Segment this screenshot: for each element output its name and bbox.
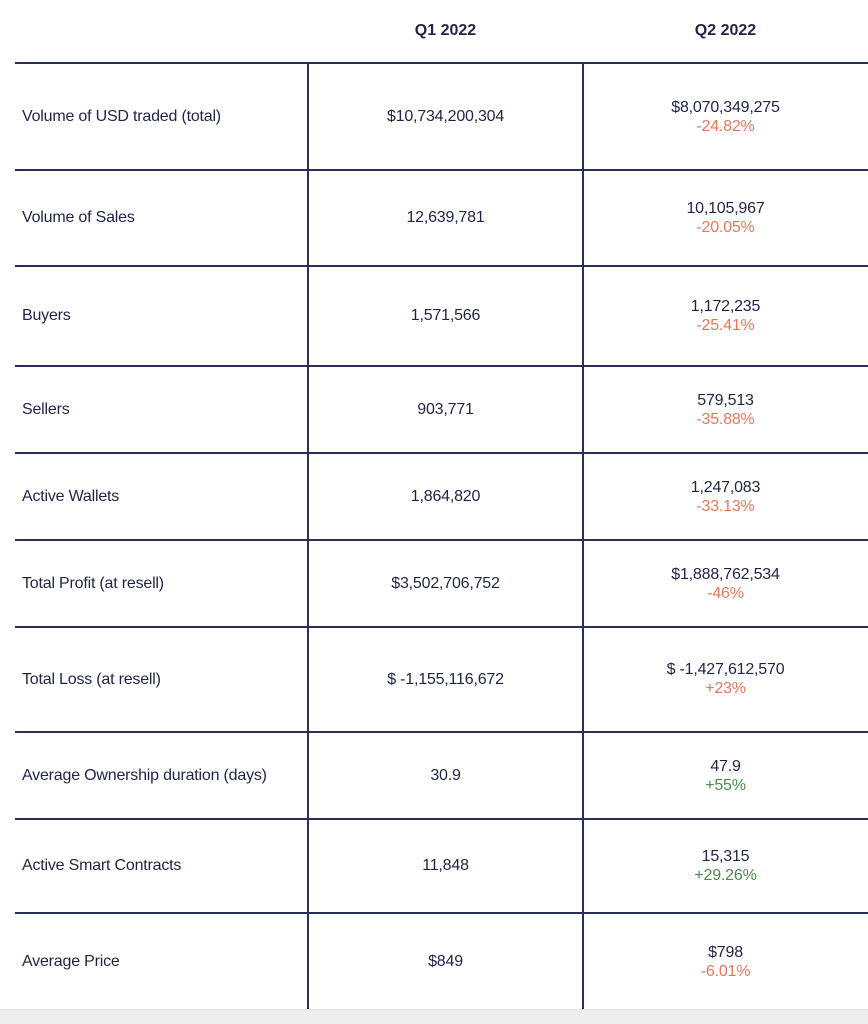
change-value: -6.01% [700, 963, 751, 980]
change-value: -20.05% [696, 219, 755, 236]
q2-cell [583, 733, 868, 818]
q1-value: 30.9 [430, 766, 461, 784]
row-label: Total Profit (at resell) [22, 574, 164, 592]
change-value: -24.82% [696, 117, 755, 135]
q1-value: $10,734,200,304 [386, 107, 505, 125]
header-q1: Q1 2022 [414, 22, 477, 39]
q1-value: 11,848 [422, 857, 469, 874]
q2-cell [583, 267, 868, 365]
q1-value: $3,502,706,752 [391, 574, 500, 592]
q2-value: $8,070,349,275 [671, 98, 780, 116]
q2-cell [583, 541, 868, 626]
q2-value: $798 [708, 944, 743, 961]
row-label: Average Price [22, 953, 120, 970]
row-label: Volume of USD traded (total) [22, 107, 221, 125]
table-row [0, 820, 868, 912]
header-q2: Q2 2022 [694, 22, 757, 39]
change-value: -33.13% [696, 497, 755, 515]
row-label: Sellers [22, 400, 70, 418]
change-value: +29.26% [694, 867, 757, 884]
bottom-edge [0, 1009, 868, 1024]
q1-value: $ -1,155,116,672 [387, 670, 504, 688]
q1-value: $849 [428, 953, 463, 970]
row-label: Total Loss (at resell) [22, 670, 161, 688]
q2-value: 10,105,967 [686, 200, 765, 217]
row-label: Active Wallets [22, 487, 120, 505]
row-label: Average Ownership duration (days) [22, 766, 267, 784]
q2-value: 579,513 [697, 391, 754, 409]
q2-cell [583, 367, 868, 452]
q2-value: 15,315 [701, 848, 750, 865]
table-row [0, 541, 868, 626]
table-row [0, 367, 868, 452]
change-value: -25.41% [696, 317, 755, 334]
table-row [0, 454, 868, 539]
q2-cell [583, 628, 868, 731]
table-row [0, 171, 868, 265]
q2-value: $ -1,427,612,570 [666, 661, 785, 678]
q2-cell [583, 914, 868, 1010]
table-row [0, 267, 868, 365]
q2-value: 47.9 [710, 757, 741, 775]
q1-value: 903,771 [417, 400, 474, 418]
table-row [0, 628, 868, 731]
row-label: Active Smart Contracts [22, 857, 182, 874]
table-row [0, 64, 868, 169]
row-label: Buyers [22, 307, 71, 324]
table-row [0, 914, 868, 1010]
q1-value: 1,864,820 [410, 487, 481, 505]
table-row [0, 733, 868, 818]
q2-cell [583, 171, 868, 265]
q1-value: 12,639,781 [406, 209, 485, 226]
change-value: +55% [705, 776, 746, 794]
q2-value: 1,172,235 [690, 298, 761, 315]
change-value: -46% [707, 584, 744, 602]
q2-cell [583, 820, 868, 912]
q2-cell [583, 454, 868, 539]
change-value: +23% [705, 680, 746, 697]
row-label: Volume of Sales [22, 209, 135, 226]
q2-value: 1,247,083 [690, 478, 761, 496]
q2-value: $1,888,762,534 [671, 565, 780, 583]
q2-cell [583, 64, 868, 169]
q1-value: 1,571,566 [410, 307, 481, 324]
change-value: -35.88% [696, 410, 755, 428]
